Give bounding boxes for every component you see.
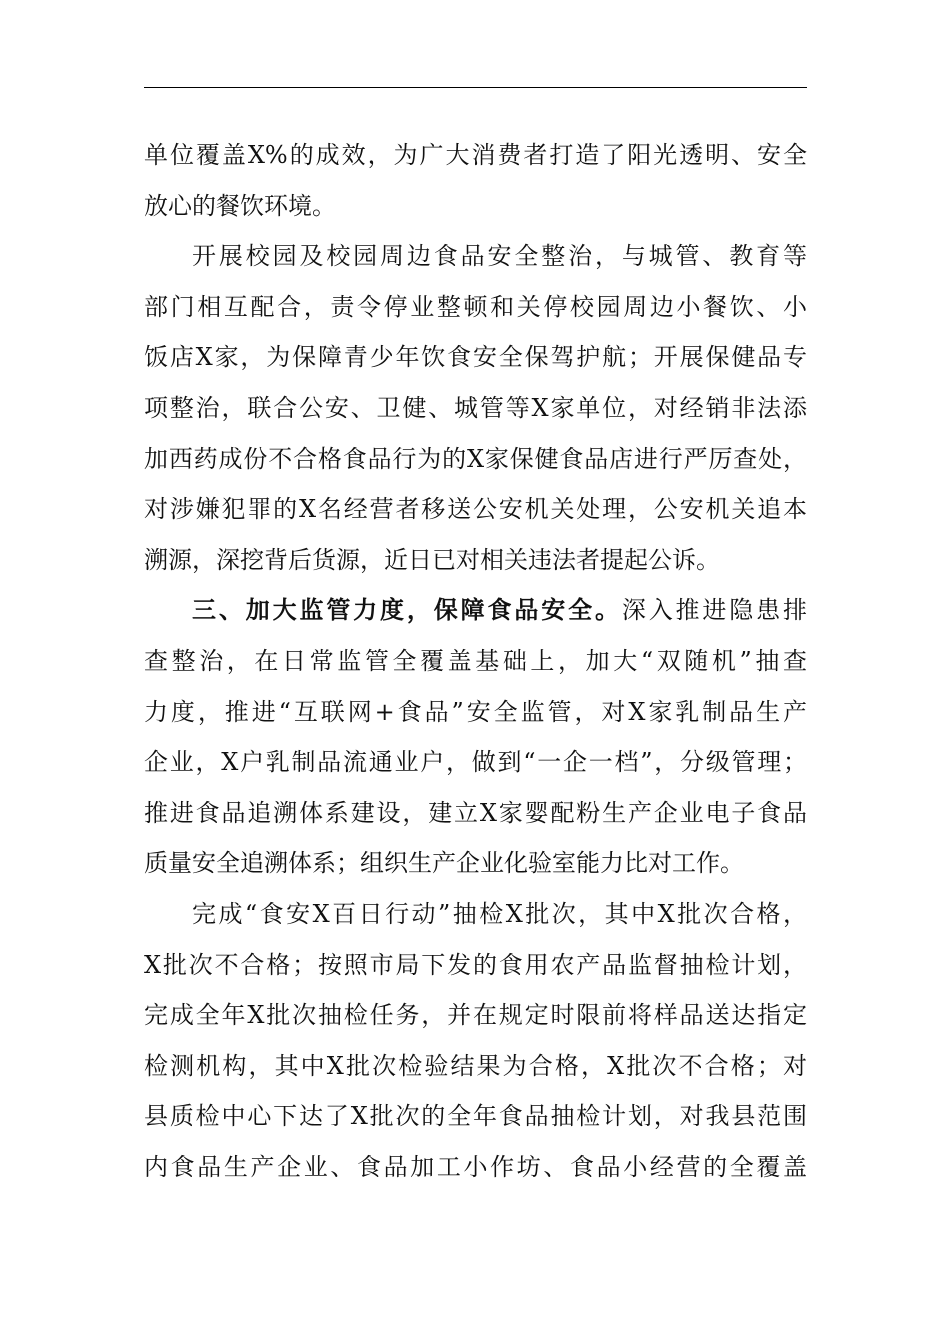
paragraph-line: 县质检中心下达了X批次的全年食品抽检计划，对我县范围 xyxy=(144,1102,807,1131)
paragraph-line: 检测机构，其中X批次检验结果为合格，X批次不合格；对 xyxy=(144,1051,807,1080)
body-text xyxy=(144,130,807,1192)
paragraph-line: 质量安全追溯体系；组织生产企业化验室能力比对工作。 xyxy=(144,849,744,878)
paragraph-line: 项整治，联合公安、卫健、城管等X家单位，对经销非法添 xyxy=(144,393,807,422)
paragraph-line: 溯源，深挖背后货源，近日已对相关违法者提起公诉。 xyxy=(144,545,720,574)
paragraph-line xyxy=(144,585,807,636)
paragraph-line: 内食品生产企业、食品加工小作坊、食品小经营的全覆盖 xyxy=(144,1152,807,1181)
paragraph-line: 加西药成份不合格食品行为的X家保健食品店进行严厉查处， xyxy=(144,444,807,473)
section-heading: 三、加大监管力度，保障食品安全。 xyxy=(192,595,622,625)
header-rule xyxy=(144,87,807,88)
paragraph-line: 完成全年X批次抽检任务，并在规定时限前将样品送达指定 xyxy=(144,1001,807,1030)
paragraph-line: 查整治，在日常监管全覆盖基础上，加大“双随机”抽查 xyxy=(144,646,807,675)
paragraph-line: 对涉嫌犯罪的X名经营者移送公安机关处理，公安机关追本 xyxy=(144,495,807,524)
paragraph-line: 完成“食安X百日行动”抽检X批次，其中X批次合格， xyxy=(192,899,807,928)
paragraph-line: 单位覆盖X%的成效，为广大消费者打造了阳光透明、安全 xyxy=(144,141,807,169)
paragraph-line: 开展校园及校园周边食品安全整治，与城管、教育等 xyxy=(192,242,807,271)
paragraph-line: 饭店X家，为保障青少年饮食安全保驾护航；开展保健品专 xyxy=(144,343,807,372)
paragraph-line: 放心的餐饮环境。 xyxy=(144,191,336,220)
paragraph-line: 力度，推进“互联网+食品”安全监管，对X家乳制品生产 xyxy=(144,697,807,726)
paragraph-line: 部门相互配合，责令停业整顿和关停校园周边小餐饮、小 xyxy=(144,292,807,321)
paragraph-line: 企业，X户乳制品流通业户，做到“一企一档”，分级管理； xyxy=(144,748,807,777)
paragraph-line: 推进食品追溯体系建设，建立X家婴配粉生产企业电子食品 xyxy=(144,798,807,827)
paragraph-text: 深入推进隐患排 xyxy=(621,596,808,625)
paragraph-line: X批次不合格；按照市局下发的食用农产品监督抽检计划， xyxy=(144,950,807,979)
